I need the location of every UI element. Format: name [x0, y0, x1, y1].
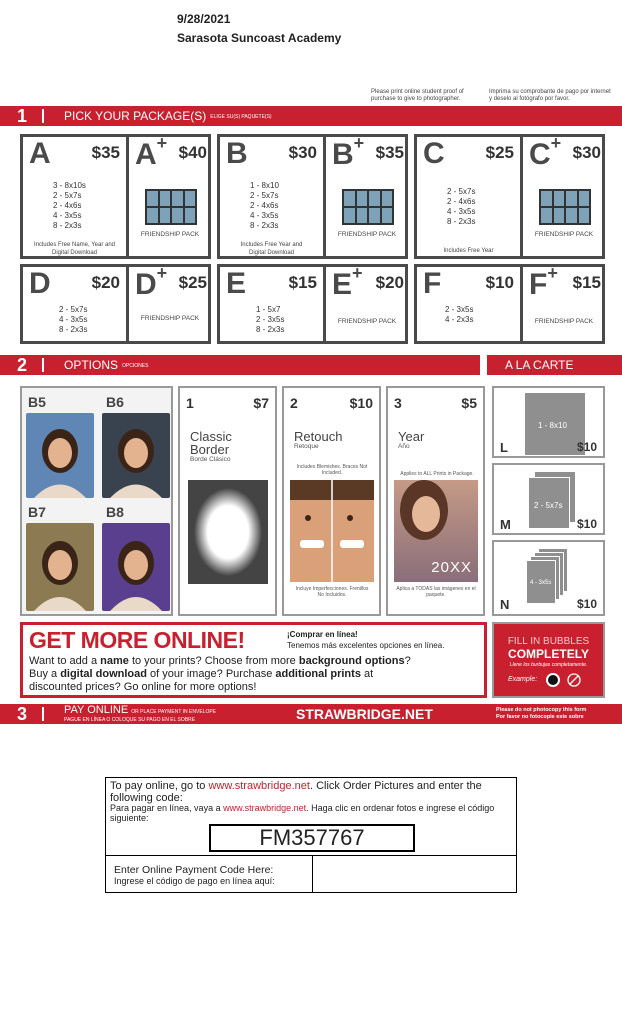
friendship-pack-label: FRIENDSHIP PACK: [534, 231, 594, 238]
background-b7-photo[interactable]: [26, 523, 94, 611]
section-2-title: OPTIONS OPCIONES: [64, 358, 149, 372]
print-note-en: Please print online student proof of purchase to give to photographer.: [371, 89, 464, 102]
package-f-plus[interactable]: F+ $15 FRIENDSHIP PACK: [523, 267, 605, 341]
option-1-subtitle: Borde Clásico: [190, 456, 231, 463]
a-la-carte-m-label: 2 - 5x7s: [534, 501, 563, 510]
friendship-pack-label: FRIENDSHIP PACK: [140, 315, 200, 322]
option-3-subtitle: Año: [398, 443, 410, 450]
package-d-plus[interactable]: D+ $25 FRIENDSHIP PACK: [129, 267, 211, 341]
print-note-es: Imprima su comprobante de pago por internet y deselo al fotógrafo por favor.: [489, 89, 611, 102]
friendship-collage-icon: [342, 189, 394, 225]
package-group-f: [414, 264, 605, 344]
year-preview-text: 20XX: [431, 559, 472, 576]
background-b6-label: B6: [106, 394, 124, 410]
example-label: Example:: [508, 676, 538, 683]
a-la-carte-l[interactable]: 1 - 8x10 L $10: [492, 386, 605, 458]
option-1-title: Classic Border: [190, 429, 232, 457]
background-b7-label: B7: [28, 504, 46, 520]
package-a-price: $35: [91, 143, 120, 162]
package-f-plus-price: $15: [572, 273, 601, 292]
school-name: Sarasota Suncoast Academy: [177, 31, 342, 45]
package-c-plus-price: $30: [572, 143, 601, 162]
package-group-d: [20, 264, 211, 344]
retouch-note-bottom: Incluye Imperfecciones. Frenillos No Incluidos.: [295, 586, 369, 598]
a-la-carte-header: A LA CARTE: [487, 355, 622, 375]
background-options-panel: [20, 386, 173, 616]
payment-instructions-en: To pay online, go to www.strawbridge.net. Click Order Pictures and enter the following code:: [110, 780, 482, 804]
package-c-items: 2 - 5x7s 2 - 4x6s 4 - 3x5s 8 - 2x3s: [447, 187, 476, 226]
option-2-subtitle: Retoque: [294, 443, 319, 450]
friendship-collage-icon: [145, 189, 197, 225]
package-e-price: $15: [288, 273, 317, 292]
background-b6-photo[interactable]: [102, 413, 170, 498]
get-more-online-text: Want to add a name to your prints? Choose from more background options? Buy a digital download of your image? Purchase additional prints at discounted prices? Go online for more options!: [29, 655, 411, 693]
package-d-plus-price: $25: [178, 273, 207, 292]
friendship-pack-label: FRIENDSHIP PACK: [337, 231, 397, 238]
section-3-subtitle: PAGUE EN LÍNEA O COLOQUE SU PAGO EN EL SOBRE: [64, 717, 196, 723]
classic-border-preview: [188, 480, 268, 584]
option-2-title: Retouch: [294, 429, 343, 444]
friendship-pack-label: FRIENDSHIP PACK: [337, 318, 397, 325]
package-b-price: $30: [288, 143, 317, 162]
package-b-plus-price: $35: [375, 143, 404, 162]
section-2-number: 2: [0, 355, 44, 375]
a-la-carte-n-label: 4 - 3x5s: [530, 580, 552, 586]
package-f-items: 2 - 3x5s 4 - 2x3s: [445, 305, 474, 324]
package-e-plus[interactable]: E+ $20 FRIENDSHIP PACK: [326, 267, 408, 341]
retouch-note-top: Includes Blemishes. Braces Not Included.: [296, 464, 368, 476]
package-group-e: [217, 264, 408, 344]
comprar-en-linea-text: Tenemos más excelentes opciones en línea.: [287, 641, 445, 650]
friendship-pack-label: FRIENDSHIP PACK: [140, 231, 200, 238]
enter-code-label-en: Enter Online Payment Code Here:: [114, 864, 274, 876]
section-3-number: 3: [0, 704, 44, 724]
section-2-bar: [0, 355, 480, 375]
package-d-items: 2 - 5x7s 4 - 3x5s 8 - 2x3s: [59, 305, 88, 334]
option-retouch[interactable]: 2 $10 Retouch Retoque Includes Blemishes. Braces Not Included. Incluye Imperfecciones. Frenillos No Incluidos.: [282, 386, 381, 616]
option-2-price: $10: [349, 395, 373, 411]
section-3-title: PAY ONLINE OR PLACE PAYMENT IN ENVELOPE: [64, 704, 217, 716]
payment-box: [105, 777, 517, 893]
package-a-plus[interactable]: A+ $40 FRIENDSHIP PACK: [129, 137, 211, 256]
package-e-plus-price: $20: [375, 273, 404, 292]
background-b8-label: B8: [106, 504, 124, 520]
package-a[interactable]: A $35 3 - 8x10s 2 - 5x7s 2 - 4x6s 4 - 3x5s 8 - 2x3s Includes Free Name, Year and Digital Download: [23, 137, 126, 256]
date: 9/28/2021: [177, 12, 231, 26]
get-more-online-headline: GET MORE ONLINE!: [29, 627, 245, 653]
option-1-price: $7: [253, 395, 269, 411]
background-b5-label: B5: [28, 394, 46, 410]
fill-bubbles-box: [492, 622, 605, 698]
package-e-items: 1 - 5x7 2 - 3x5s 8 - 2x3s: [256, 305, 285, 334]
package-b-items: 1 - 8x10 2 - 5x7s 2 - 4x6s 4 - 3x5s 8 - 2x3s: [250, 181, 279, 230]
section-1-bar: [0, 106, 622, 126]
package-b[interactable]: B $30 1 - 8x10 2 - 5x7s 2 - 4x6s 4 - 3x5s 8 - 2x3s Includes Free Year and Digital Download: [220, 137, 323, 256]
friendship-collage-icon: [539, 189, 591, 225]
payment-code-entry-field[interactable]: [314, 857, 515, 891]
fill-bubbles-sub: Llene los burbujas completamente.: [509, 662, 588, 668]
package-group-c: [414, 134, 605, 259]
background-b8-photo[interactable]: [102, 523, 170, 611]
package-e[interactable]: E $15 1 - 5x7 2 - 3x5s 8 - 2x3s: [220, 267, 323, 341]
a-la-carte-n-price: $10: [576, 597, 597, 611]
enter-code-label-es: Ingrese el código de pago en línea aquí:: [114, 876, 275, 886]
strawbridge-link[interactable]: www.strawbridge.net: [208, 780, 310, 792]
package-b-note: Includes Free Year and Digital Download: [240, 242, 303, 256]
get-more-online-box: [20, 622, 487, 698]
no-photocopy-es: Por favor no fotocopie este sobre: [496, 714, 584, 720]
package-d-price: $20: [91, 273, 120, 292]
section-3-bar: [0, 704, 622, 724]
payment-instructions-es: Para pagar en línea, vaya a www.strawbridge.net. Haga clic en ordenar fotos e ingrese el código siguiente:: [110, 803, 495, 823]
filled-bubble-icon: [546, 673, 560, 687]
year-preview: [394, 480, 478, 582]
option-3-title: Year: [398, 429, 425, 444]
year-note-bottom: Aplica a TODAS las imágenes en el paquete.: [396, 586, 476, 598]
a-la-carte-n[interactable]: 4 - 3x5s N $10: [492, 540, 605, 616]
strawbridge-link-es[interactable]: www.strawbridge.net: [223, 803, 307, 813]
fill-bubbles-line1: FILL IN BUBBLES: [507, 636, 590, 647]
comprar-en-linea: ¡Comprar en línea!: [287, 630, 358, 639]
package-f-price: $10: [485, 273, 514, 292]
payment-code: FM357767: [209, 824, 415, 852]
package-group-a: [20, 134, 211, 259]
package-f[interactable]: F $10 2 - 3x5s 4 - 2x3s: [417, 267, 520, 341]
package-c-price: $25: [485, 143, 514, 162]
section-1-number: 1: [0, 106, 44, 126]
option-3-price: $5: [461, 395, 477, 411]
a-la-carte-l-price: $10: [576, 440, 597, 454]
package-d[interactable]: D $20 2 - 5x7s 4 - 3x5s 8 - 2x3s: [23, 267, 126, 341]
a-la-carte-l-label: 1 - 8x10: [538, 421, 567, 430]
package-a-items: 3 - 8x10s 2 - 5x7s 2 - 4x6s 4 - 3x5s 8 - 2x3s: [53, 181, 86, 230]
a-la-carte-m-price: $10: [576, 517, 597, 531]
package-c[interactable]: C $25 2 - 5x7s 2 - 4x6s 4 - 3x5s 8 - 2x3s Includes Free Year: [417, 137, 520, 256]
package-group-b: [217, 134, 408, 259]
year-note-top: Applies to ALL Prints in Package.: [400, 471, 474, 477]
background-b5-photo[interactable]: [26, 413, 94, 498]
package-c-note: Includes Free Year: [443, 248, 494, 254]
option-classic-border[interactable]: 1 $7 Classic Border Borde Clásico: [178, 386, 277, 616]
no-photocopy-en: Please do not photocopy this form: [496, 707, 587, 713]
option-year[interactable]: 3 $5 Year Año Applies to ALL Prints in Package. 20XX Aplica a TODAS las imágenes en el paquete.: [386, 386, 485, 616]
section-1-title: PICK YOUR PACKAGE(S) ELIGE SU(S) PAQUETE(S): [64, 109, 272, 123]
friendship-pack-label: FRIENDSHIP PACK: [534, 318, 594, 325]
package-a-note: Includes Free Name, Year and Digital Download: [33, 242, 116, 256]
fill-bubbles-line2: COMPLETELY: [508, 647, 589, 661]
strawbridge-site[interactable]: STRAWBRIDGE.NET: [296, 706, 433, 722]
retouch-before-after-preview: [290, 480, 374, 582]
package-a-plus-price: $40: [178, 143, 207, 162]
a-la-carte-m[interactable]: 2 - 5x7s M $10: [492, 463, 605, 535]
package-b-plus[interactable]: B+ $35 FRIENDSHIP PACK: [326, 137, 408, 256]
no-bubble-icon: [567, 673, 581, 692]
package-c-plus[interactable]: C+ $30 FRIENDSHIP PACK: [523, 137, 605, 256]
